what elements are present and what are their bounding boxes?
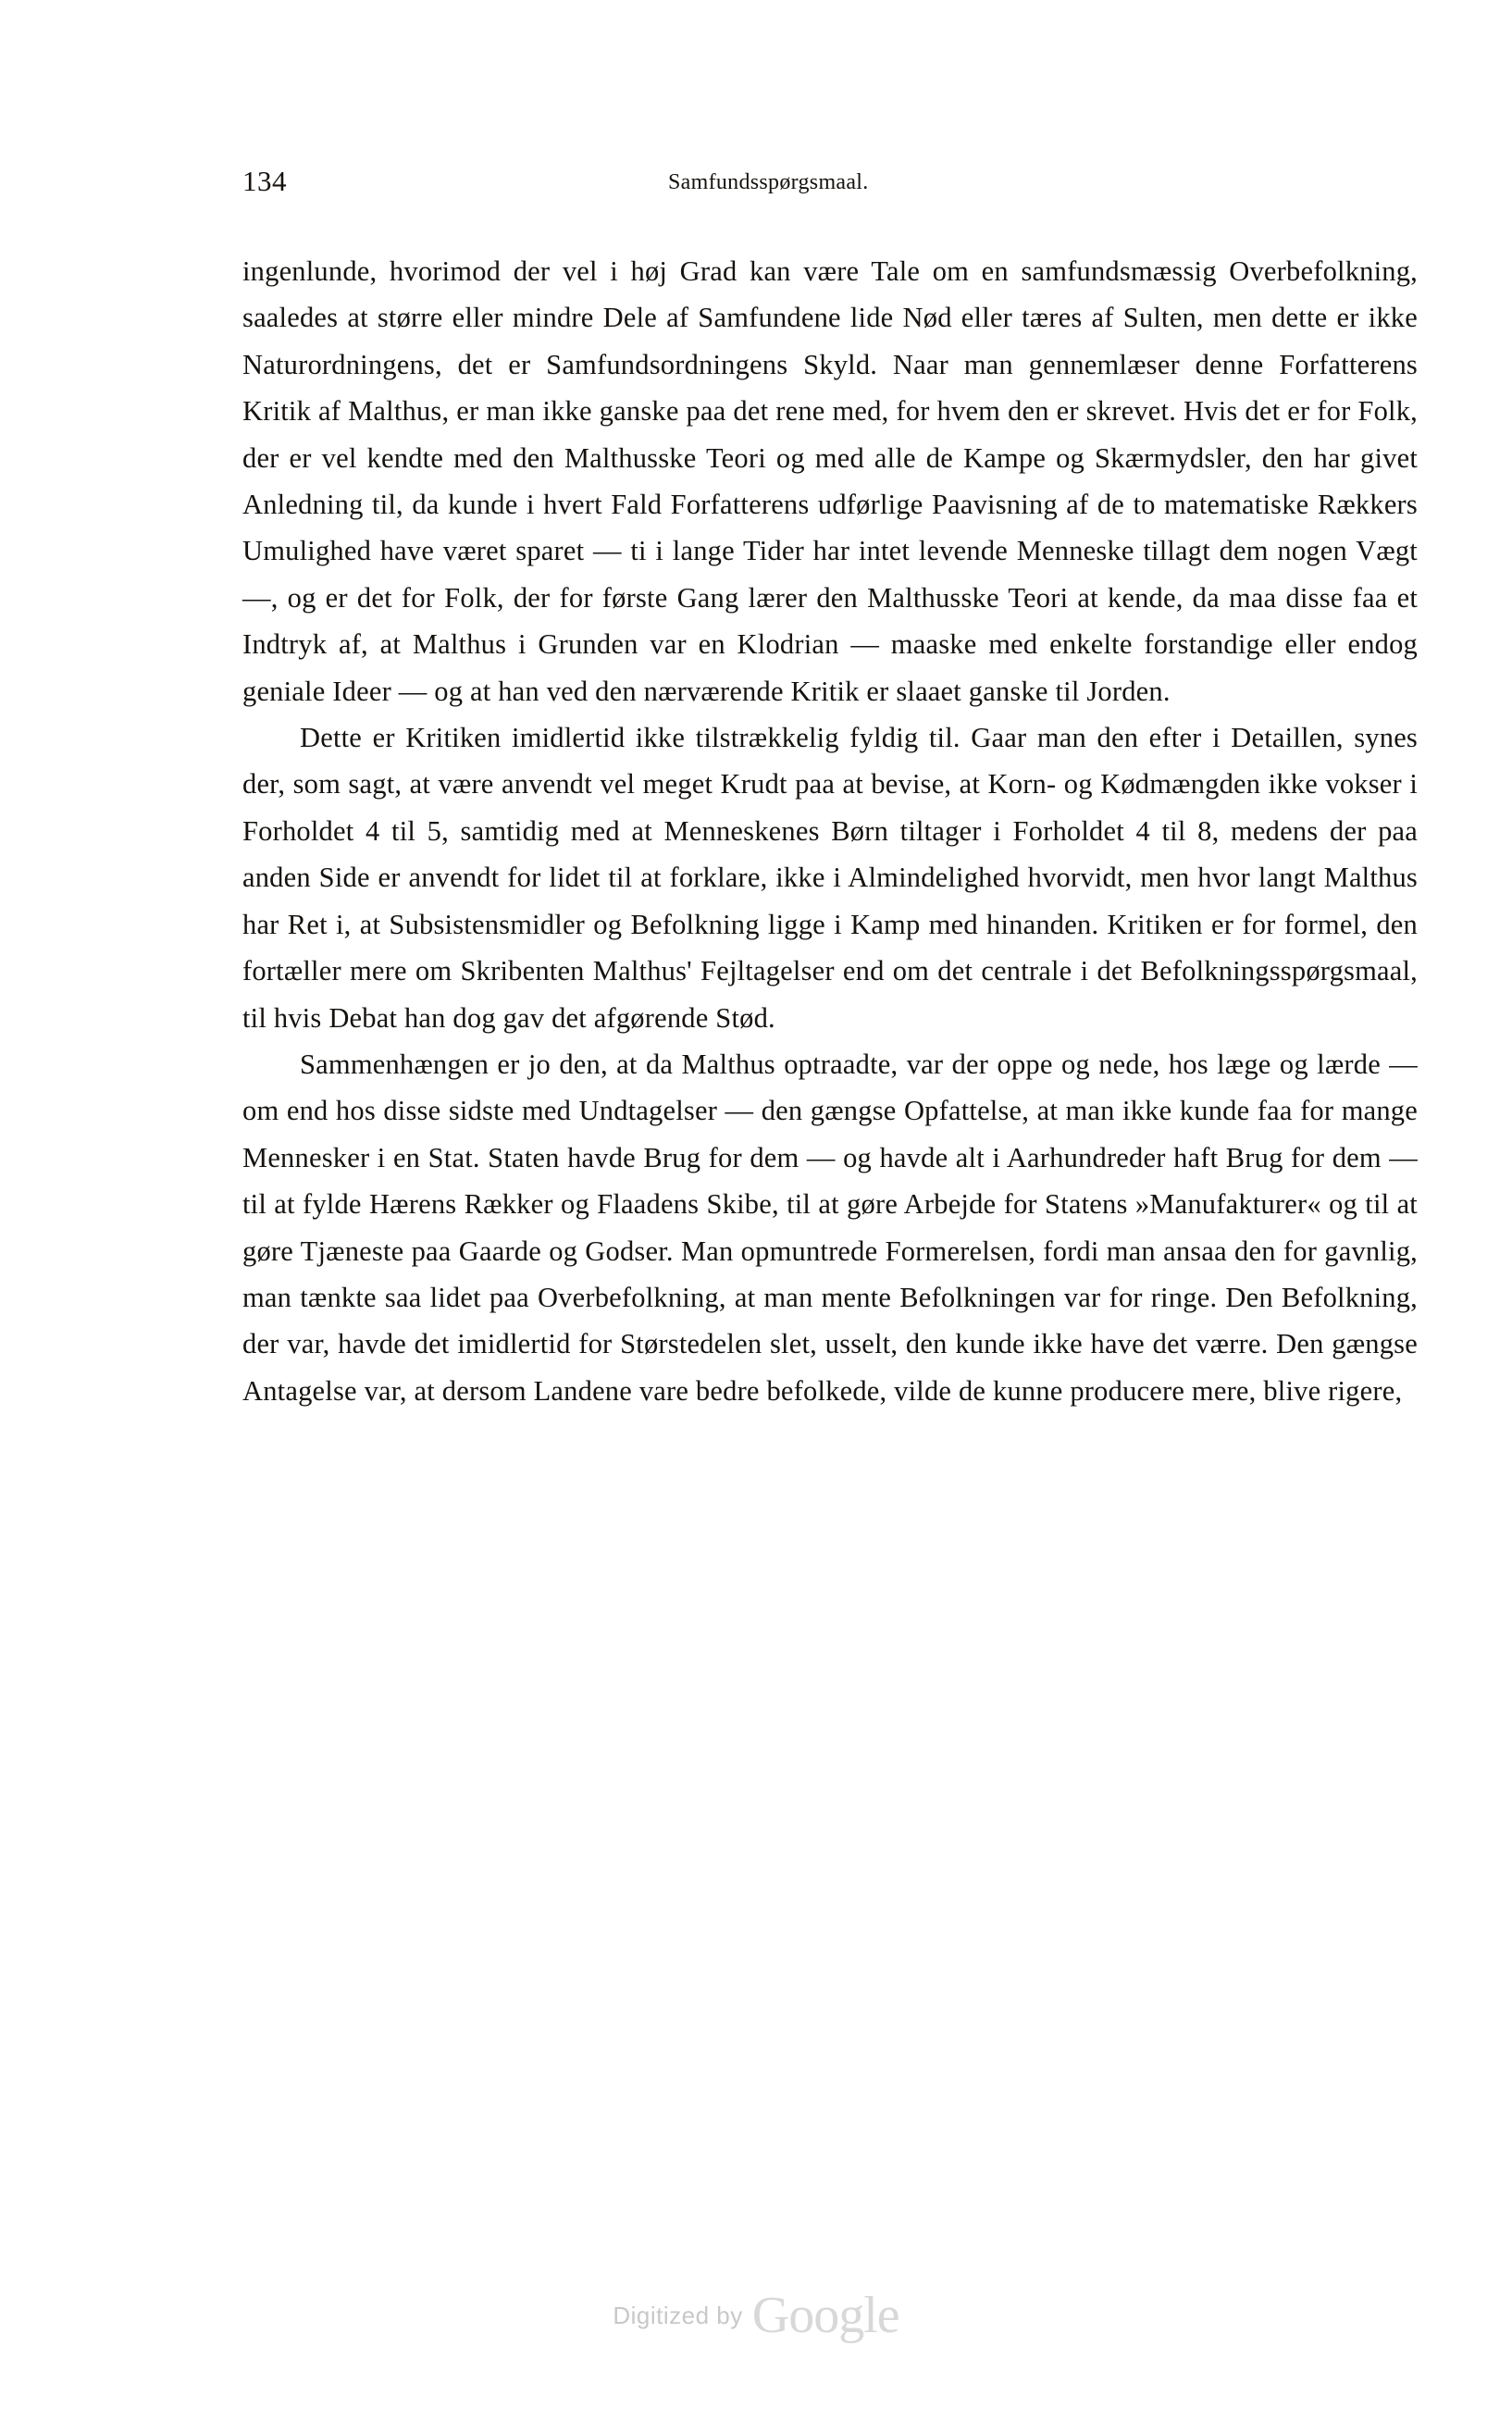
google-watermark: Google xyxy=(751,2287,899,2344)
digitized-by-label: Digitized by xyxy=(613,2301,743,2329)
paragraph: Dette er Kritiken imidlertid ikke tilstrækkelig fyldig til. Gaar man den efter i Detaillen, synes der, som sagt, at være anvendt vel meget Krudt paa at bevise, at Korn- og Kødmængden ikke vokser i Forholdet 4 til 5, samtidig med at Menneskenes Børn tiltager i Forholdet 4 til 8, medens der paa anden Side er anvendt for lidet til at forklare, ikke i Almindelighed hvorvidt, men hvor langt Malthus har Ret i, at Subsistensmidler og Befolkning ligge i Kamp med hinanden. Kritiken er for formel, den fortæller mere om Skribenten Malthus' Fejltagelser end om det centrale i det Befolkningsspørgsmaal, til hvis Debat han dog gav det afgørende Stød. xyxy=(242,722,1418,1034)
page-header xyxy=(242,165,1279,202)
running-head: Samfundsspørgsmaal. xyxy=(668,170,869,194)
page-number: 134 xyxy=(242,165,287,197)
paragraph: ingenlunde, hvorimod der vel i høj Grad kan være Tale om en samfundsmæssig Overbefolkning, saaledes at større eller mindre Dele af Samfundene lide Nød eller tæres af Sulten, men dette er ikke Naturordningens, det er Samfundsordningens Skyld. Naar man gennemlæser denne Forfatterens Kritik af Malthus, er man ikke ganske paa det rene med, for hvem den er skrevet. Hvis det er for Folk, der er vel kendte med den Malthusske Teori og med alle de Kampe og Skærmydsler, den har givet Anledning til, da kunde i hvert Fald Forfatterens udførlige Paavisning af de to matematiske Rækkers Umulighed have været sparet — ti i lange Tider har intet levende Menneske tillagt dem nogen Vægt —, og er det for Folk, der for første Gang lærer den Malthusske Teori at kende, da maa disse faa et Indtryk af, at Malthus i Grunden var en Klodrian — maaske med enkelte forstandige eller endog geniale Ideer — og at han ved den nærværende Kritik er slaaet ganske til Jorden. xyxy=(242,255,1418,707)
body-text xyxy=(242,248,1418,1414)
page-footer xyxy=(0,2286,1512,2345)
paragraph: Sammenhængen er jo den, at da Malthus optraadte, var der oppe og nede, hos læge og lærde — om end hos disse sidste med Undtagelser — den gængse Opfattelse, at man ikke kunde faa for mange Mennesker i en Stat. Staten havde Brug for dem — og havde alt i Aarhundreder haft Brug for dem — til at fylde Hærens Rækker og Flaadens Skibe, til at gøre Arbejde for Statens »Manufakturer« og til at gøre Tjæneste paa Gaarde og Godser. Man opmuntrede Formerelsen, fordi man ansaa den for gavnlig, man tænkte saa lidet paa Overbefolkning, at man mente Befolkningen var for ringe. Den Befolkning, der var, havde det imidlertid for Størstedelen slet, usselt, den kunde ikke have det værre. Den gængse Antagelse var, at dersom Landene vare bedre befolkede, vilde de kunne producere mere, blive rigere, xyxy=(242,1048,1418,1407)
